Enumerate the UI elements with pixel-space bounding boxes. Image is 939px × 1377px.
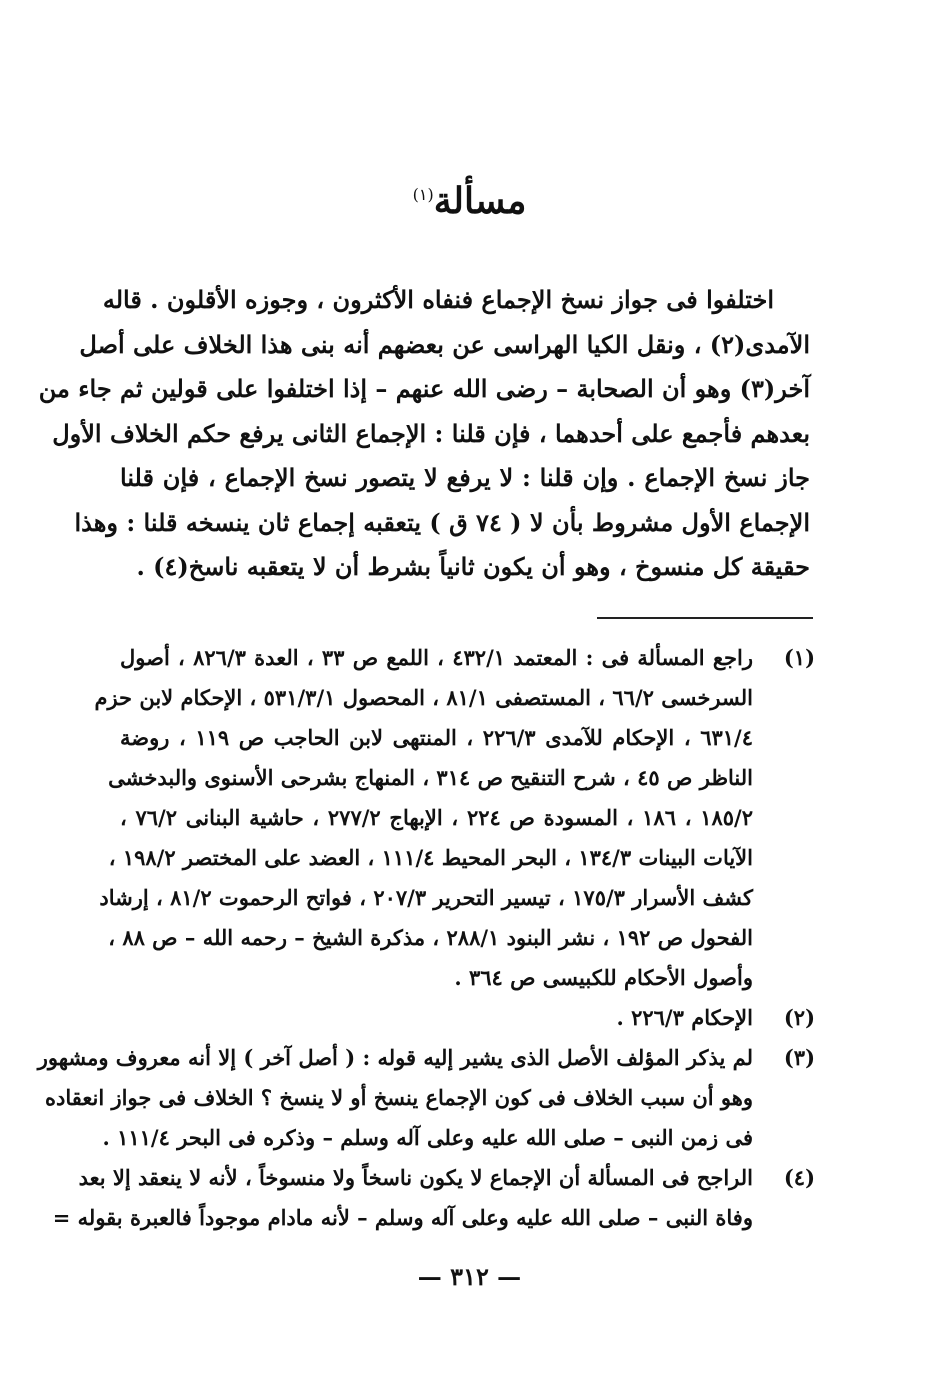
footnote-text <box>52 1158 753 1238</box>
body-line: الإجماع الأول مشروط بأن لا ( ٧٤ ق ) يتعقبه إجماع ثان ينسخه قلنا : وهذا <box>74 507 810 537</box>
footnote-line: وهو أن سبب الخلاف فى كون الإجماع ينسخ أو لا ينسخ ؟ الخلاف فى جواز انعقاده <box>45 1085 753 1110</box>
footnote-line: راجع المسألة فى : المعتمد ٤٣٢/١ ، اللمع ص ٣٣ ، العدة ٨٢٦/٣ ، أصول <box>120 645 753 670</box>
footnote-number: (١) <box>783 645 815 670</box>
footnote-number: (٣) <box>783 1045 815 1070</box>
body-line: حقيقة كل منسوخ ، وهو أن يكون ثانياً بشرط أن لا يتعقبه ناسخ(٤) . <box>136 552 810 581</box>
title-text: مسألة <box>433 180 527 222</box>
footnote-divider <box>597 617 813 619</box>
footnote-2 <box>120 998 815 1038</box>
footnote-4 <box>52 1158 815 1238</box>
title-footnote-ref: (١) <box>412 185 434 204</box>
footnote-number: (٤) <box>783 1165 815 1190</box>
footnote-text <box>37 1038 753 1158</box>
page-number: — ٣١٢ — <box>417 1262 522 1291</box>
footnote-line: ١٨٥/٢ ، ١٨٦ ، المسودة ص ٢٢٤ ، الإبهاج ٢٧٧/٢ ، حاشية البنانى ٧٦/٢ ، <box>120 805 753 830</box>
footnotes <box>37 638 815 1238</box>
footnote-line: ٦٣١/٤ ، الإحكام للآمدى ٢٢٦/٣ ، المنتهى لابن الحاجب ص ١١٩ ، روضة <box>120 725 753 750</box>
body-line: اختلفوا فى جواز نسخ الإجماع فنفاه الأكثرون ، وجوزه الأقلون . قاله <box>102 285 774 314</box>
page-title <box>0 180 939 222</box>
footnote-3 <box>37 1038 815 1158</box>
body-line: آخر(٣) وهو أن الصحابة – رضى الله عنهم – إذا اختلفوا على قولين ثم جاء من <box>38 374 810 403</box>
footnote-text <box>120 998 753 1038</box>
footnote-line: وأصول الأحكام للكبيسى ص ٣٦٤ . <box>454 965 753 990</box>
footnote-line: وفاة النبى – صلى الله عليه وعلى آله وسلم – لأنه مادام موجوداً فالعبرة بقوله = <box>52 1205 753 1230</box>
footnote-line: فى زمن النبى – صلى الله عليه وعلى آله وسلم – وذكره فى البحر ١١١/٤ . <box>102 1125 753 1150</box>
footnote-number: (٢) <box>783 1005 815 1030</box>
body-line: بعدهم فأجمع على أحدهما ، فإن قلنا : الإجماع الثانى يرفع حكم الخلاف الأول <box>52 418 810 448</box>
footnote-1 <box>94 638 815 998</box>
footnote-line: الآيات البينات ١٣٤/٣ ، البحر المحيط ١١١/٤ ، العضد على المختصر ١٩٨/٢ ، <box>108 845 753 870</box>
footnote-line: الإحكام ٢٢٦/٣ . <box>616 1005 753 1030</box>
main-text <box>38 278 810 590</box>
body-line: الآمدى(٢) ، ونقل الكيا الهراسى عن بعضهم أنه بنى هذا الخلاف على أصل <box>79 329 810 359</box>
footnote-line: الناظر ص ٤٥ ، شرح التنقيح ص ٣١٤ ، المنهاج بشرحى الأسنوى والبدخشى <box>108 765 753 790</box>
footnote-text <box>94 638 753 998</box>
footnote-line: لم يذكر المؤلف الأصل الذى يشير إليه قوله : ( أصل آخر ) إلا أنه معروف ومشهور <box>37 1045 753 1070</box>
footnote-line: السرخسى ٦٦/٢ ، المستصفى ٨١/١ ، المحصول ٥٣١/٣/١ ، الإحكام لابن حزم <box>94 685 753 710</box>
footnote-line: الفحول ص ١٩٢ ، نشر البنود ٢٨٨/١ ، مذكرة الشيخ – رحمه الله – ص ٨٨ ، <box>108 925 753 950</box>
body-line: جاز نسخ الإجماع . وإن قلنا : لا يرفع لا يتصور نسخ الإجماع ، فإن قلنا <box>120 463 810 492</box>
footnote-line: كشف الأسرار ١٧٥/٣ ، تيسير التحرير ٢٠٧/٣ ، فواتح الرحموت ٨١/٢ ، إرشاد <box>99 885 753 910</box>
footnote-line: الراجح فى المسألة أن الإجماع لا يكون ناسخاً ولا منسوخاً ، لأنه لا ينعقد إلا بعد <box>78 1165 753 1190</box>
